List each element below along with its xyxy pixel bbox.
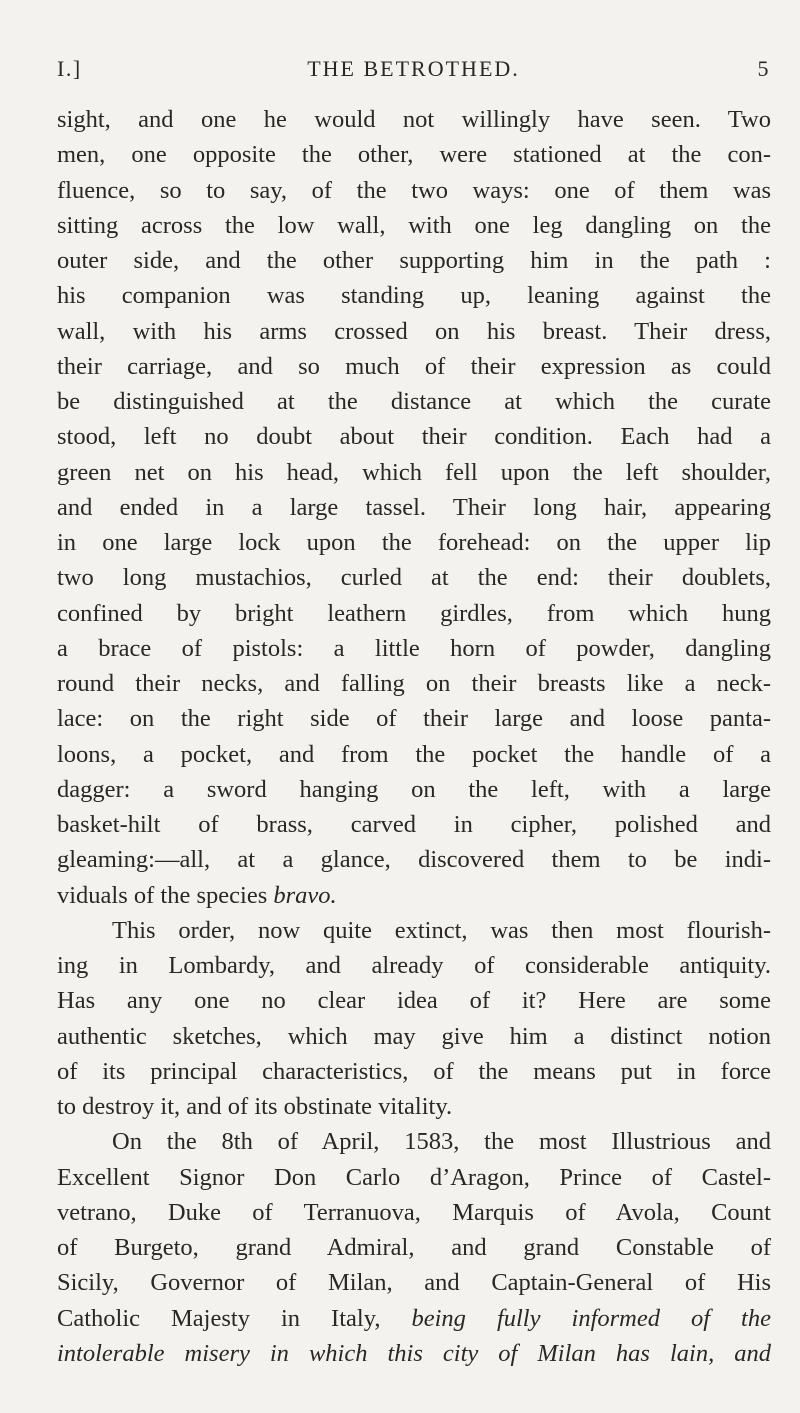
text-line bbox=[57, 1054, 771, 1089]
line-text: sight, and one he would not willingly have seen. Two bbox=[57, 106, 771, 133]
line-text: Has any one no clear idea of it? Here are some bbox=[57, 987, 771, 1015]
text-line bbox=[57, 596, 771, 631]
text-line bbox=[57, 1195, 771, 1230]
text-line bbox=[57, 490, 771, 525]
line-text: ing in Lombardy, and already of considerable antiquity. bbox=[57, 952, 771, 979]
line-text: of its principal characteristics, of the means put in force bbox=[57, 1057, 771, 1085]
line-text: green net on his head, which fell upon the left shoulder, bbox=[57, 458, 771, 486]
line-text: of Burgeto, grand Admiral, and grand Constable of bbox=[57, 1234, 771, 1261]
text-line bbox=[57, 737, 771, 772]
line-text: authentic sketches, which may give him a distinct notion bbox=[57, 1022, 771, 1050]
line-text: men, one opposite the other, were stationed at the con- bbox=[57, 141, 771, 169]
text-line bbox=[57, 243, 771, 278]
line-text: in one large lock upon the forehead: on the upper lip bbox=[57, 529, 771, 556]
line-text: gleaming:—all, at a glance, discovered them to be indi- bbox=[57, 846, 771, 874]
running-title: THE BETROTHED. bbox=[307, 56, 520, 81]
line-text: Sicily, Governor of Milan, and Captain-General of His bbox=[57, 1269, 771, 1297]
line-text: wall, with his arms crossed on his breast. Their dress, bbox=[57, 317, 771, 345]
line-text: Catholic Majesty in Italy, bbox=[57, 1304, 412, 1332]
italic-text: bravo. bbox=[273, 881, 337, 909]
text-line bbox=[57, 1019, 771, 1054]
line-text: dagger: a sword hanging on the left, with a large bbox=[57, 775, 771, 803]
line-text: basket-hilt of brass, carved in cipher, polished and bbox=[57, 811, 771, 838]
line-text: and ended in a large tassel. Their long hair, appearing bbox=[57, 493, 771, 521]
line-text: to destroy it, and of its obstinate vitality. bbox=[57, 1093, 453, 1120]
line-text: be distinguished at the distance at which the curate bbox=[57, 388, 771, 415]
text-line bbox=[57, 807, 771, 842]
line-text: lace: on the right side of their large and loose panta- bbox=[57, 705, 771, 733]
text-line bbox=[57, 173, 771, 208]
line-text: confined by bright leathern girdles, from which hung bbox=[57, 599, 771, 627]
text-line bbox=[57, 1265, 771, 1300]
text-line bbox=[57, 701, 771, 736]
text-line bbox=[57, 842, 771, 877]
page-number: 5 bbox=[757, 56, 770, 81]
text-line bbox=[57, 1089, 771, 1124]
text-line bbox=[57, 1124, 771, 1159]
italic-text: being fully informed of the bbox=[411, 1304, 771, 1332]
italic-text: intolerable misery in which this city of Milan has lain, and bbox=[57, 1339, 771, 1367]
line-text: two long mustachios, curled at the end: their doublets, bbox=[57, 564, 771, 592]
text-line bbox=[57, 948, 771, 983]
line-text: sitting across the low wall, with one leg dangling on the bbox=[57, 211, 771, 239]
text-line bbox=[57, 1160, 771, 1195]
text-line bbox=[57, 314, 771, 349]
text-line bbox=[57, 1230, 771, 1265]
line-text: outer side, and the other supporting him in the path : bbox=[57, 247, 771, 274]
line-text: a brace of pistols: a little horn of powder, dangling bbox=[57, 634, 771, 662]
text-line bbox=[57, 419, 771, 454]
line-text: On the 8th of April, 1583, the most Illustrious and bbox=[112, 1128, 771, 1156]
text-line bbox=[57, 455, 771, 490]
line-text: their carriage, and so much of their expression as could bbox=[57, 352, 771, 380]
text-line bbox=[57, 772, 771, 807]
text-line bbox=[57, 1301, 771, 1336]
line-text: viduals of the species bbox=[57, 881, 274, 909]
text-line bbox=[57, 560, 771, 595]
text-line bbox=[57, 631, 771, 666]
text-line bbox=[57, 384, 771, 419]
text-line bbox=[57, 278, 771, 313]
text-line bbox=[57, 878, 771, 913]
text-line bbox=[57, 102, 771, 137]
line-text: loons, a pocket, and from the pocket the handle of a bbox=[57, 740, 771, 768]
text-line bbox=[57, 349, 771, 384]
line-text: vetrano, Duke of Terranuova, Marquis of Avola, Count bbox=[57, 1198, 771, 1226]
text-line bbox=[57, 983, 771, 1018]
text-line bbox=[57, 208, 771, 243]
line-text: Excellent Signor Don Carlo d’Aragon, Prince of Castel- bbox=[57, 1163, 771, 1191]
text-line bbox=[57, 525, 771, 560]
text-line bbox=[57, 1336, 771, 1371]
line-text: stood, left no doubt about their condition. Each had a bbox=[57, 423, 771, 451]
body-text bbox=[57, 102, 771, 1371]
text-line bbox=[57, 137, 771, 172]
line-text: his companion was standing up, leaning against the bbox=[57, 282, 771, 310]
line-text: fluence, so to say, of the two ways: one of them was bbox=[57, 176, 771, 204]
running-head bbox=[57, 56, 770, 86]
line-text: This order, now quite extinct, was then most flourish- bbox=[112, 916, 771, 944]
text-line bbox=[57, 913, 771, 948]
chapter-marker: I.] bbox=[57, 56, 82, 81]
line-text: round their necks, and falling on their breasts like a neck- bbox=[57, 670, 771, 697]
text-line bbox=[57, 666, 771, 701]
